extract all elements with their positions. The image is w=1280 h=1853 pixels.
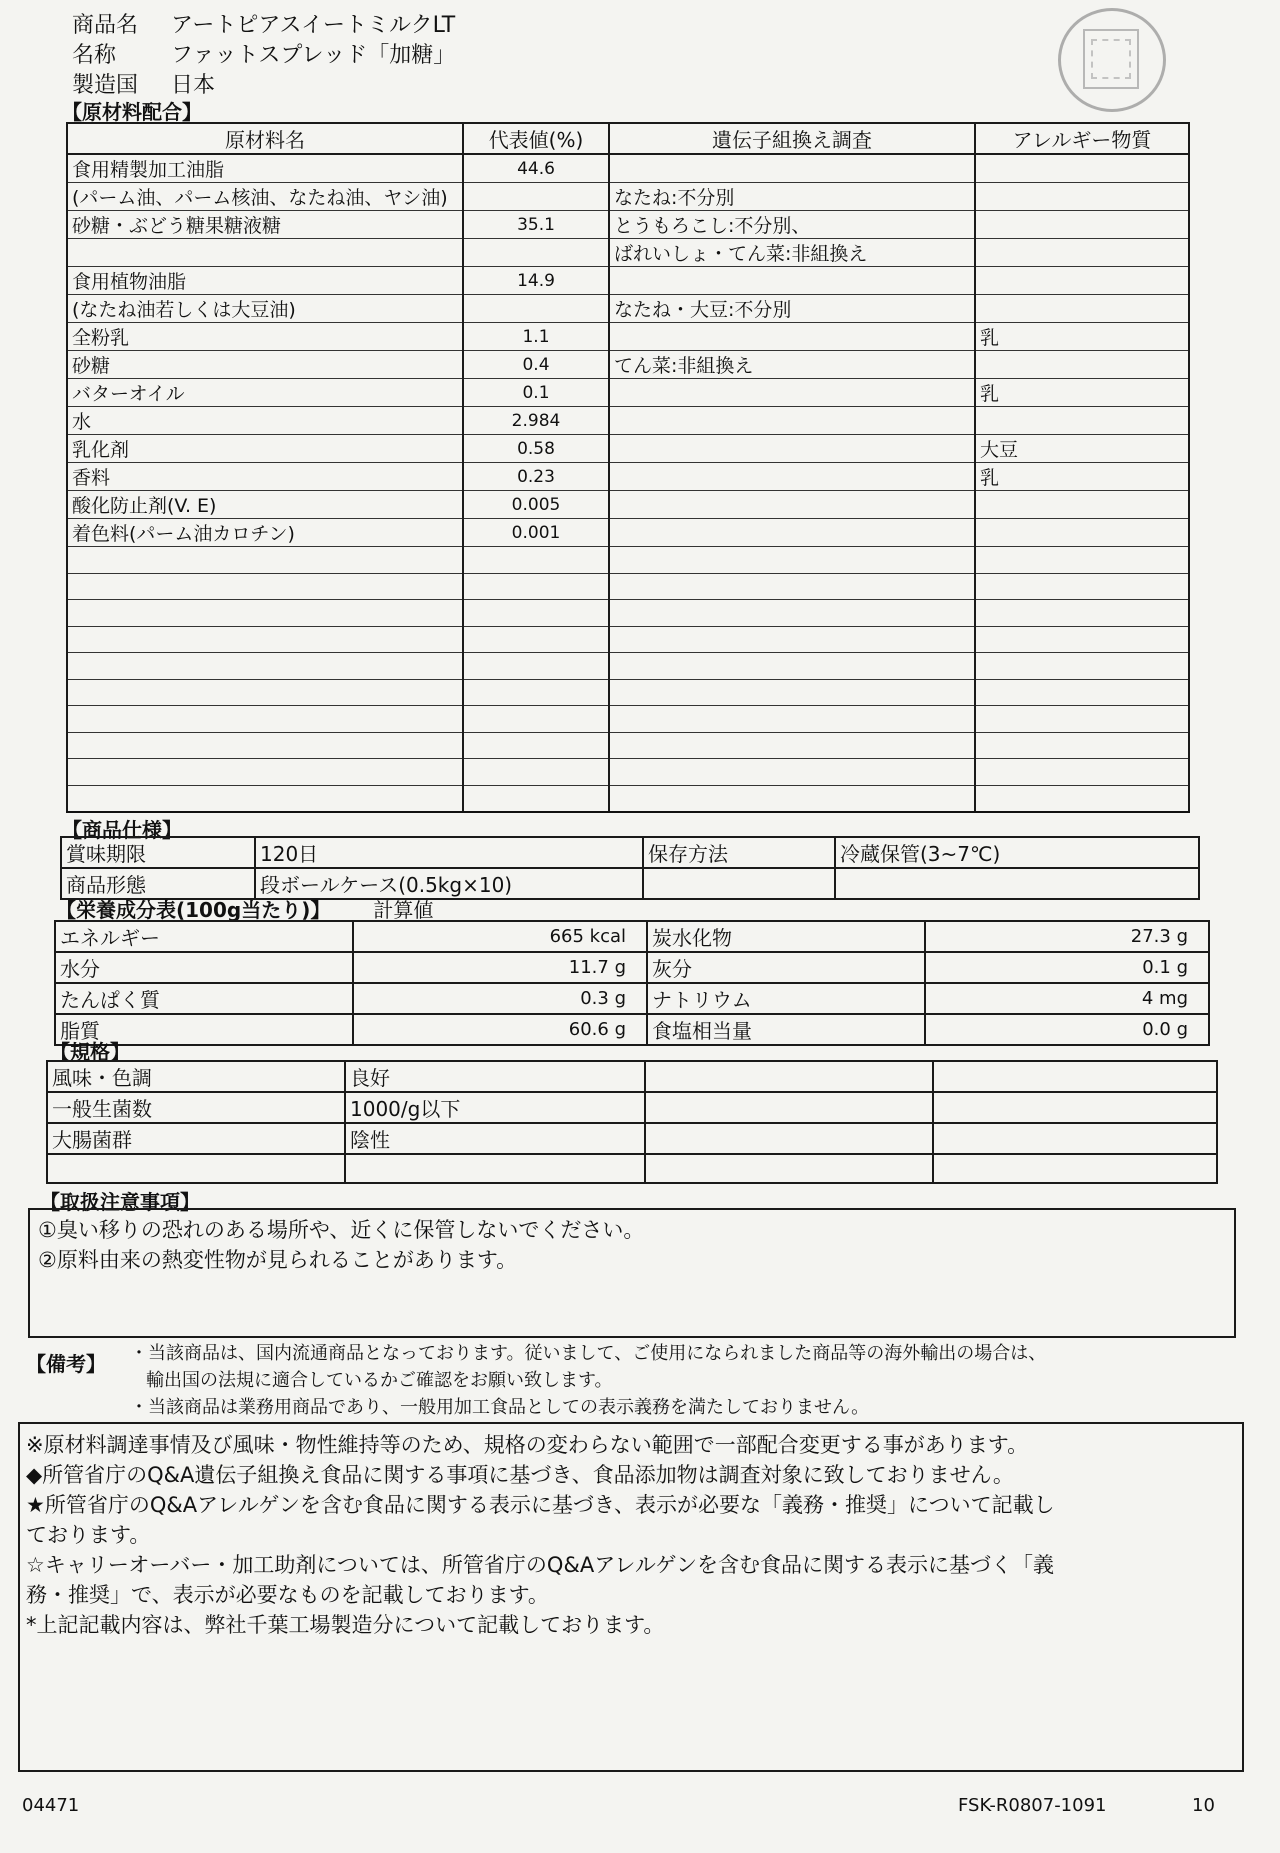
spec-table xyxy=(60,836,1200,900)
origin-label: 製造国 xyxy=(72,73,139,98)
ingredient-name-cell: 着色料(パーム油カロチン) xyxy=(67,519,463,547)
empty-table-row xyxy=(67,732,1189,759)
ingredient-name-cell: 香料 xyxy=(67,463,463,491)
nutrient-label: たんぱく質 xyxy=(55,983,353,1014)
standard-value xyxy=(345,1154,645,1183)
ingredient-value-cell: 0.001 xyxy=(463,519,609,547)
col-header-gmo: 遺伝子組換え調査 xyxy=(609,123,975,154)
ingredient-value-cell: 1.1 xyxy=(463,323,609,351)
empty-table-row xyxy=(67,653,1189,680)
nutrient-label: 灰分 xyxy=(647,952,925,983)
nutrient-value: 27.3 g xyxy=(925,921,1209,952)
ingredient-allergen-cell xyxy=(975,519,1189,547)
empty-table-row xyxy=(67,759,1189,786)
ingredient-gmo-cell: なたね・大豆:不分別 xyxy=(609,295,975,323)
table-row xyxy=(55,952,1209,983)
note-line: ※原材料調達事情及び風味・物性維持等のため、規格の変わらない範囲で一部配合変更する事があります。 xyxy=(26,1433,1029,1457)
note-line: *上記記載内容は、弊社千葉工場製造分について記載しております。 xyxy=(26,1613,665,1637)
origin: 日本 xyxy=(171,73,216,98)
table-row xyxy=(67,239,1189,267)
table-row xyxy=(67,519,1189,547)
table-row xyxy=(67,463,1189,491)
ingredient-value-cell: 0.005 xyxy=(463,491,609,519)
ingredient-gmo-cell: てん菜:非組換え xyxy=(609,351,975,379)
nutrition-note: 計算値 xyxy=(373,898,434,922)
table-row xyxy=(61,837,1199,868)
ingredients-section-title: 【原材料配合】 xyxy=(62,100,202,124)
table-row xyxy=(55,1014,1209,1045)
ingredient-value-cell: 14.9 xyxy=(463,267,609,295)
ingredient-value-cell: 0.1 xyxy=(463,379,609,407)
standard-label: 風味・色調 xyxy=(47,1061,345,1092)
ingredient-name-cell: (パーム油、パーム核油、なたね油、ヤシ油) xyxy=(67,183,463,211)
ingredient-name-cell: 食用植物油脂 xyxy=(67,267,463,295)
ingredient-allergen-cell xyxy=(975,295,1189,323)
table-row xyxy=(47,1154,1217,1183)
form-label: 商品形態 xyxy=(61,868,255,899)
remarks-text xyxy=(130,1340,1046,1421)
ingredient-allergen-cell: 乳 xyxy=(975,323,1189,351)
company-seal-stamp xyxy=(1058,8,1166,112)
note-line: ☆キャリーオーバー・加工助剤については、所管省庁のQ&Aアレルゲンを含む食品に関する表示に基づく「義 xyxy=(26,1553,1054,1577)
nutrition-table xyxy=(54,920,1210,1046)
ingredient-gmo-cell: なたね:不分別 xyxy=(609,183,975,211)
table-row xyxy=(55,921,1209,952)
ingredients-table xyxy=(66,122,1190,813)
table-row xyxy=(47,1123,1217,1154)
table-row xyxy=(67,267,1189,295)
ingredient-gmo-cell: ばれいしょ・てん菜:非組換え xyxy=(609,239,975,267)
shelf-life-label: 賞味期限 xyxy=(61,837,255,868)
shelf-life-value: 120日 xyxy=(255,837,643,868)
nutrient-value: 0.0 g xyxy=(925,1014,1209,1045)
nutrition-title: 【栄養成分表(100g当たり)】 xyxy=(56,898,331,922)
ingredient-name-cell: 酸化防止剤(V. E) xyxy=(67,491,463,519)
table-row xyxy=(67,407,1189,435)
ingredient-gmo-cell xyxy=(609,379,975,407)
ingredient-name-cell: バターオイル xyxy=(67,379,463,407)
ingredient-allergen-cell: 乳 xyxy=(975,379,1189,407)
remarks-line: 輸出国の法規に適合しているかご確認をお願い致します。 xyxy=(146,1370,613,1391)
note-line: ております。 xyxy=(26,1523,151,1547)
ingredient-name-cell: 食用精製加工油脂 xyxy=(67,154,463,183)
product-name-label: 商品名 xyxy=(72,13,139,38)
table-row xyxy=(67,435,1189,463)
table-row xyxy=(67,379,1189,407)
ingredient-value-cell xyxy=(463,239,609,267)
footer-page-number: 10 xyxy=(1192,1795,1215,1816)
nutrition-section-title xyxy=(56,894,433,923)
ingredient-allergen-cell: 大豆 xyxy=(975,435,1189,463)
ingredient-value-cell: 0.58 xyxy=(463,435,609,463)
nutrient-value: 11.7 g xyxy=(353,952,647,983)
ingredient-name-cell: 全粉乳 xyxy=(67,323,463,351)
ingredient-name-cell xyxy=(67,239,463,267)
nutrient-value: 0.3 g xyxy=(353,983,647,1014)
ingredient-allergen-cell: 乳 xyxy=(975,463,1189,491)
ingredient-allergen-cell xyxy=(975,351,1189,379)
storage-label: 保存方法 xyxy=(643,837,835,868)
footer-left-code: 04471 xyxy=(22,1795,80,1816)
standard-value: 良好 xyxy=(345,1061,645,1092)
handling-box xyxy=(28,1208,1236,1338)
standard-value: 1000/g以下 xyxy=(345,1092,645,1123)
standards-section-title: 【規格】 xyxy=(50,1040,130,1064)
nutrient-label: 炭水化物 xyxy=(647,921,925,952)
nutrient-label: エネルギー xyxy=(55,921,353,952)
table-row xyxy=(67,351,1189,379)
ingredient-gmo-cell: とうもろこし:不分別、 xyxy=(609,211,975,239)
table-row xyxy=(55,983,1209,1014)
empty-table-row xyxy=(67,679,1189,706)
origin-line xyxy=(72,68,215,99)
remarks-label: 【備考】 xyxy=(26,1352,106,1376)
nutrient-label: ナトリウム xyxy=(647,983,925,1014)
ingredient-value-cell: 0.23 xyxy=(463,463,609,491)
nutrient-label: 水分 xyxy=(55,952,353,983)
empty-table-row xyxy=(67,785,1189,812)
ingredients-header-row xyxy=(67,123,1189,154)
ingredient-allergen-cell xyxy=(975,267,1189,295)
category-line xyxy=(72,38,455,69)
standards-table xyxy=(46,1060,1218,1184)
col-header-ingredient: 原材料名 xyxy=(67,123,463,154)
table-row xyxy=(67,154,1189,183)
table-row xyxy=(47,1092,1217,1123)
ingredient-name-cell: 砂糖 xyxy=(67,351,463,379)
handling-line: ①臭い移りの恐れのある場所や、近くに保管しないでください。 xyxy=(38,1218,645,1242)
remarks-line: ・当該商品は、国内流通商品となっております。従いまして、ご使用になられました商品等の海外輸出の場合は、 xyxy=(130,1343,1047,1364)
ingredient-gmo-cell xyxy=(609,463,975,491)
table-row xyxy=(67,295,1189,323)
ingredient-gmo-cell xyxy=(609,435,975,463)
ingredient-value-cell xyxy=(463,295,609,323)
form-value: 段ボールケース(0.5kg×10) xyxy=(255,868,643,899)
ingredient-gmo-cell xyxy=(609,323,975,351)
ingredient-allergen-cell xyxy=(975,491,1189,519)
remarks-line: ・当該商品は業務用商品であり、一般用加工食品としての表示義務を満たしておりません。 xyxy=(130,1397,870,1418)
ingredient-name-cell: 水 xyxy=(67,407,463,435)
ingredient-allergen-cell xyxy=(975,239,1189,267)
empty-table-row xyxy=(67,547,1189,574)
ingredient-allergen-cell xyxy=(975,154,1189,183)
ingredient-value-cell xyxy=(463,183,609,211)
nutrient-value: 665 kcal xyxy=(353,921,647,952)
ingredient-gmo-cell xyxy=(609,154,975,183)
table-row xyxy=(67,211,1189,239)
handling-line: ②原料由来の熱変性物が見られることがあります。 xyxy=(38,1248,518,1272)
footer-doc-code: FSK-R0807-1091 xyxy=(958,1795,1107,1816)
product-name: アートピアスイートミルクLT xyxy=(171,13,456,38)
table-row xyxy=(67,323,1189,351)
ingredient-name-cell: 砂糖・ぶどう糖果糖液糖 xyxy=(67,211,463,239)
standard-value: 陰性 xyxy=(345,1123,645,1154)
product-name-line xyxy=(72,8,455,39)
ingredient-allergen-cell xyxy=(975,183,1189,211)
table-row xyxy=(67,183,1189,211)
ingredient-value-cell: 0.4 xyxy=(463,351,609,379)
notes-box xyxy=(18,1422,1244,1772)
col-header-allergen: アレルギー物質 xyxy=(975,123,1189,154)
note-line: ★所管省庁のQ&Aアレルゲンを含む食品に関する表示に基づき、表示が必要な「義務・推奨」について記載し xyxy=(26,1493,1055,1517)
table-row xyxy=(67,491,1189,519)
note-line: ◆所管省庁のQ&A遺伝子組換え食品に関する事項に基づき、食品添加物は調査対象に致しておりません。 xyxy=(26,1463,1014,1487)
ingredient-allergen-cell xyxy=(975,211,1189,239)
table-row xyxy=(47,1061,1217,1092)
standard-label xyxy=(47,1154,345,1183)
col-header-value: 代表値(%) xyxy=(463,123,609,154)
nutrient-value: 4 mg xyxy=(925,983,1209,1014)
ingredient-value-cell: 44.6 xyxy=(463,154,609,183)
ingredient-gmo-cell xyxy=(609,267,975,295)
standard-label: 一般生菌数 xyxy=(47,1092,345,1123)
spec-section-title: 【商品仕様】 xyxy=(62,818,182,842)
nutrient-label: 食塩相当量 xyxy=(647,1014,925,1045)
standard-label: 大腸菌群 xyxy=(47,1123,345,1154)
storage-value: 冷蔵保管(3~7℃) xyxy=(835,837,1199,868)
empty-table-row xyxy=(67,706,1189,733)
empty-table-row xyxy=(67,626,1189,653)
ingredient-gmo-cell xyxy=(609,519,975,547)
ingredient-allergen-cell xyxy=(975,407,1189,435)
note-line: 務・推奨」で、表示が必要なものを記載しております。 xyxy=(26,1583,549,1607)
empty-table-row xyxy=(67,573,1189,600)
category: ファットスプレッド「加糖」 xyxy=(171,43,456,68)
ingredient-name-cell: 乳化剤 xyxy=(67,435,463,463)
ingredient-name-cell: (なたね油若しくは大豆油) xyxy=(67,295,463,323)
empty-table-row xyxy=(67,600,1189,627)
nutrient-label: 脂質 xyxy=(55,1014,353,1045)
nutrient-value: 0.1 g xyxy=(925,952,1209,983)
ingredient-value-cell: 2.984 xyxy=(463,407,609,435)
handling-section-title: 【取扱注意事項】 xyxy=(40,1190,200,1214)
category-label: 名称 xyxy=(72,43,117,68)
ingredient-value-cell: 35.1 xyxy=(463,211,609,239)
ingredient-gmo-cell xyxy=(609,407,975,435)
ingredient-gmo-cell xyxy=(609,491,975,519)
nutrient-value: 60.6 g xyxy=(353,1014,647,1045)
